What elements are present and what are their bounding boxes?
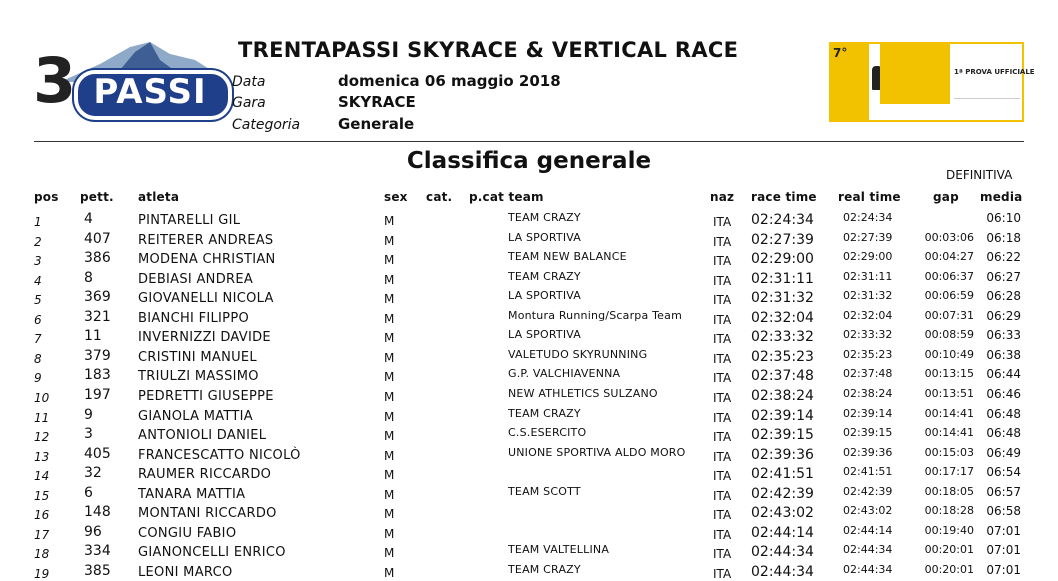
row-avg: 06:29 xyxy=(986,308,1021,323)
row-naz: ITA xyxy=(713,547,732,562)
row-sex: M xyxy=(384,565,395,580)
row-athlete: RAUMER RICCARDO xyxy=(138,467,272,483)
row-gap: 00:18:28 xyxy=(924,504,974,518)
row-naz: ITA xyxy=(713,293,732,308)
row-pos: 17 xyxy=(34,527,50,542)
row-bib: 321 xyxy=(84,308,111,325)
row-naz: ITA xyxy=(713,254,732,269)
row-pos: 14 xyxy=(34,469,50,484)
row-bib: 407 xyxy=(84,230,111,247)
meta-label-category: Categoria xyxy=(232,117,301,133)
row-athlete: CONGIU FABIO xyxy=(138,525,237,541)
row-naz: ITA xyxy=(713,390,732,405)
row-real-time: 02:42:39 xyxy=(843,484,893,498)
table-row xyxy=(0,542,1058,561)
row-avg: 06:44 xyxy=(986,367,1021,382)
row-sex: M xyxy=(384,468,395,483)
row-naz: ITA xyxy=(713,527,732,542)
row-race-time: 02:33:32 xyxy=(751,329,814,346)
row-bib: 197 xyxy=(84,386,111,403)
row-gap: 00:03:06 xyxy=(924,230,974,244)
row-pos: 3 xyxy=(34,254,42,269)
row-gap: 00:14:41 xyxy=(924,426,974,440)
row-pos: 9 xyxy=(34,371,42,386)
row-pos: 8 xyxy=(34,351,42,366)
row-sex: M xyxy=(384,370,395,385)
row-real-time: 02:44:34 xyxy=(843,543,893,557)
row-avg: 07:01 xyxy=(986,562,1021,577)
row-team: VALETUDO SKYRUNNING xyxy=(508,347,648,361)
row-athlete: ANTONIOLI DANIEL xyxy=(138,428,267,444)
col-header-gap: gap xyxy=(933,190,959,204)
row-team: Montura Running/Scarpa Team xyxy=(508,308,683,322)
row-gap: 00:15:03 xyxy=(924,445,974,459)
row-race-time: 02:39:14 xyxy=(751,407,814,424)
col-header-sex: sex xyxy=(384,190,408,204)
status-label: DEFINITIVA xyxy=(946,168,1013,182)
table-row xyxy=(0,269,1058,288)
row-gap: 00:20:01 xyxy=(924,543,974,557)
row-team: TEAM CRAZY xyxy=(508,562,581,576)
row-gap: 00:18:05 xyxy=(924,484,974,498)
sponsor-banner-edition: 7° xyxy=(833,46,848,60)
row-avg: 06:46 xyxy=(986,386,1021,401)
row-avg: 06:57 xyxy=(986,484,1021,499)
row-avg: 06:33 xyxy=(986,328,1021,343)
logo-number: 3 xyxy=(33,44,75,117)
row-naz: ITA xyxy=(713,410,732,425)
col-header-real-time: real time xyxy=(838,190,901,204)
section-title: Classifica generale xyxy=(406,148,652,174)
row-team: TEAM CRAZY xyxy=(508,211,581,224)
row-gap: 00:19:40 xyxy=(924,523,974,537)
row-gap: 00:20:01 xyxy=(924,562,974,576)
row-naz: ITA xyxy=(713,508,732,523)
row-race-time: 02:24:34 xyxy=(751,212,814,228)
row-race-time: 02:44:34 xyxy=(751,563,814,580)
row-race-time: 02:43:02 xyxy=(751,505,814,522)
col-header-avg: media xyxy=(980,190,1023,204)
row-team: UNIONE SPORTIVA ALDO MORO xyxy=(508,445,686,459)
row-sex: M xyxy=(384,526,395,541)
row-avg: 06:22 xyxy=(986,250,1021,265)
table-row xyxy=(0,406,1058,425)
table-row xyxy=(0,327,1058,346)
row-sex: M xyxy=(384,409,395,424)
row-real-time: 02:39:36 xyxy=(843,445,893,459)
row-bib: 9 xyxy=(84,406,93,423)
event-title: TRENTAPASSI SKYRACE & VERTICAL RACE xyxy=(238,38,739,62)
row-real-time: 02:35:23 xyxy=(843,347,893,361)
row-bib: 4 xyxy=(84,211,93,227)
row-gap: 00:08:59 xyxy=(924,328,974,342)
row-team: G.P. VALCHIAVENNA xyxy=(508,367,621,381)
table-row xyxy=(0,464,1058,483)
row-gap: 00:06:37 xyxy=(924,269,974,283)
row-team: TEAM CRAZY xyxy=(508,406,581,420)
row-pos: 2 xyxy=(34,234,42,249)
row-real-time: 02:43:02 xyxy=(843,504,893,518)
row-avg: 06:10 xyxy=(986,211,1021,225)
row-naz: ITA xyxy=(713,430,732,445)
row-athlete: GIANONCELLI ENRICO xyxy=(138,545,286,561)
row-naz: ITA xyxy=(713,234,732,249)
col-header-pos: pos xyxy=(34,190,59,204)
row-real-time: 02:24:34 xyxy=(843,211,893,224)
row-avg: 06:27 xyxy=(986,269,1021,284)
table-row xyxy=(0,523,1058,542)
row-pos: 1 xyxy=(34,215,42,229)
row-pos: 11 xyxy=(34,410,50,425)
header-divider xyxy=(34,141,1024,142)
meta-label-date: Data xyxy=(232,74,266,90)
row-pos: 10 xyxy=(34,390,50,405)
row-athlete: BIANCHI FILIPPO xyxy=(138,310,249,326)
row-gap: 00:04:27 xyxy=(924,250,974,264)
sponsor-banner-yellow-block xyxy=(880,44,950,104)
row-sex: M xyxy=(384,233,395,248)
table-row xyxy=(0,445,1058,464)
row-real-time: 02:44:34 xyxy=(843,562,893,576)
row-bib: 386 xyxy=(84,250,111,267)
row-race-time: 02:31:32 xyxy=(751,290,814,307)
meta-label-race: Gara xyxy=(232,95,266,111)
col-header-naz: naz xyxy=(710,190,735,204)
row-gap: 00:17:17 xyxy=(924,465,974,479)
row-gap: 00:13:15 xyxy=(924,367,974,381)
col-header-cat: cat. xyxy=(426,190,453,204)
row-sex: M xyxy=(384,214,395,228)
row-athlete: FRANCESCATTO NICOLÒ xyxy=(138,447,301,463)
row-team: TEAM VALTELLINA xyxy=(508,543,610,557)
row-athlete: TANARA MATTIA xyxy=(138,486,246,502)
row-real-time: 02:37:48 xyxy=(843,367,893,381)
meta-value-race: SKYRACE xyxy=(338,93,416,111)
row-race-time: 02:38:24 xyxy=(751,387,814,404)
row-sex: M xyxy=(384,350,395,365)
logo-word: PASSI xyxy=(93,72,207,112)
row-real-time: 02:31:32 xyxy=(843,289,893,303)
row-bib: 96 xyxy=(84,523,102,540)
row-race-time: 02:44:34 xyxy=(751,544,814,561)
sponsor-banner-caption: 1ª PROVA UFFICIALE xyxy=(954,68,1035,76)
row-athlete: CRISTINI MANUEL xyxy=(138,349,257,365)
row-pos: 7 xyxy=(34,332,42,347)
row-race-time: 02:39:36 xyxy=(751,446,814,463)
row-bib: 405 xyxy=(84,445,111,462)
row-bib: 385 xyxy=(84,562,111,579)
table-row xyxy=(0,249,1058,268)
row-sex: M xyxy=(384,272,395,287)
row-avg: 06:38 xyxy=(986,347,1021,362)
row-naz: ITA xyxy=(713,351,732,366)
row-avg: 06:18 xyxy=(986,230,1021,245)
row-race-time: 02:29:00 xyxy=(751,251,814,268)
row-sex: M xyxy=(384,507,395,522)
row-athlete: PEDRETTI GIUSEPPE xyxy=(138,388,274,404)
row-avg: 06:54 xyxy=(986,465,1021,480)
row-sex: M xyxy=(384,311,395,326)
row-bib: 11 xyxy=(84,328,102,345)
col-header-athlete: atleta xyxy=(138,190,180,204)
row-sex: M xyxy=(384,292,395,307)
row-gap: 00:06:59 xyxy=(924,289,974,303)
row-athlete: GIOVANELLI NICOLA xyxy=(138,291,274,307)
row-naz: ITA xyxy=(713,488,732,503)
row-bib: 6 xyxy=(84,484,93,501)
col-header-pcat-team: p.cat team xyxy=(469,190,544,204)
col-header-race-time: race time xyxy=(751,190,817,204)
row-athlete: PINTARELLI GIL xyxy=(138,213,241,228)
row-team: NEW ATHLETICS SULZANO xyxy=(508,386,658,400)
row-athlete: REITERER ANDREAS xyxy=(138,232,274,248)
table-row xyxy=(0,386,1058,405)
row-avg: 06:58 xyxy=(986,504,1021,519)
table-row xyxy=(0,562,1058,581)
table-row xyxy=(0,503,1058,522)
table-row xyxy=(0,347,1058,366)
row-gap: 00:10:49 xyxy=(924,347,974,361)
row-real-time: 02:41:51 xyxy=(843,465,893,479)
row-athlete: INVERNIZZI DAVIDE xyxy=(138,330,271,346)
row-pos: 5 xyxy=(34,293,42,308)
row-pos: 18 xyxy=(34,547,50,562)
meta-value-date: domenica 06 maggio 2018 xyxy=(338,72,561,90)
row-avg: 06:28 xyxy=(986,289,1021,304)
row-team: TEAM CRAZY xyxy=(508,269,581,283)
row-race-time: 02:39:15 xyxy=(751,427,814,444)
row-team: TEAM NEW BALANCE xyxy=(508,250,627,264)
row-race-time: 02:37:48 xyxy=(751,368,814,385)
row-race-time: 02:44:14 xyxy=(751,524,814,541)
row-naz: ITA xyxy=(713,469,732,484)
row-bib: 334 xyxy=(84,543,111,560)
row-pos: 15 xyxy=(34,488,50,503)
row-real-time: 02:33:32 xyxy=(843,328,893,342)
row-race-time: 02:35:23 xyxy=(751,348,814,365)
row-avg: 06:49 xyxy=(986,445,1021,460)
row-athlete: MODENA CHRISTIAN xyxy=(138,252,276,268)
row-avg: 06:48 xyxy=(986,426,1021,441)
row-gap: 00:07:31 xyxy=(924,308,974,322)
table-row xyxy=(0,484,1058,503)
row-pos: 16 xyxy=(34,508,50,523)
row-race-time: 02:42:39 xyxy=(751,485,814,502)
row-naz: ITA xyxy=(713,371,732,386)
row-athlete: TRIULZI MASSIMO xyxy=(138,369,259,385)
row-avg: 07:01 xyxy=(986,543,1021,558)
col-header-bib: pett. xyxy=(80,190,114,204)
row-sex: M xyxy=(384,448,395,463)
table-row xyxy=(0,230,1058,249)
row-real-time: 02:44:14 xyxy=(843,523,893,537)
row-gap: 00:13:51 xyxy=(924,386,974,400)
row-sex: M xyxy=(384,389,395,404)
row-avg: 06:48 xyxy=(986,406,1021,421)
row-athlete: LEONI MARCO xyxy=(138,564,233,580)
row-team: LA SPORTIVA xyxy=(508,230,582,244)
row-real-time: 02:39:14 xyxy=(843,406,893,420)
row-pos: 6 xyxy=(34,312,42,327)
table-row xyxy=(0,425,1058,444)
table-row xyxy=(0,308,1058,327)
row-real-time: 02:31:11 xyxy=(843,269,893,283)
row-sex: M xyxy=(384,253,395,268)
row-team: LA SPORTIVA xyxy=(508,289,582,303)
row-team: LA SPORTIVA xyxy=(508,328,582,342)
row-bib: 148 xyxy=(84,504,111,521)
row-race-time: 02:32:04 xyxy=(751,309,814,326)
row-race-time: 02:31:11 xyxy=(751,270,814,287)
row-race-time: 02:41:51 xyxy=(751,466,814,483)
table-row xyxy=(0,288,1058,307)
row-bib: 32 xyxy=(84,465,102,482)
row-pos: 13 xyxy=(34,449,50,464)
sponsor-logos xyxy=(954,98,1020,113)
row-naz: ITA xyxy=(713,332,732,347)
row-sex: M xyxy=(384,331,395,346)
row-avg: 07:01 xyxy=(986,523,1021,538)
row-naz: ITA xyxy=(713,215,732,229)
row-pos: 12 xyxy=(34,430,50,445)
row-athlete: GIANOLA MATTIA xyxy=(138,408,254,424)
row-athlete: MONTANI RICCARDO xyxy=(138,506,277,522)
row-bib: 369 xyxy=(84,289,111,306)
row-naz: ITA xyxy=(713,449,732,464)
row-gap: 00:14:41 xyxy=(924,406,974,420)
row-real-time: 02:27:39 xyxy=(843,230,893,244)
row-athlete: DEBIASI ANDREA xyxy=(138,271,254,287)
row-race-time: 02:27:39 xyxy=(751,231,814,248)
meta-value-category: Generale xyxy=(338,115,415,133)
row-bib: 3 xyxy=(84,426,93,443)
table-row xyxy=(0,210,1058,229)
row-real-time: 02:32:04 xyxy=(843,308,893,322)
row-sex: M xyxy=(384,546,395,561)
row-bib: 183 xyxy=(84,367,111,384)
table-row xyxy=(0,366,1058,385)
row-sex: M xyxy=(384,429,395,444)
row-bib: 379 xyxy=(84,347,111,364)
row-real-time: 02:38:24 xyxy=(843,386,893,400)
row-naz: ITA xyxy=(713,312,732,327)
row-real-time: 02:29:00 xyxy=(843,250,893,264)
row-pos: 4 xyxy=(34,273,42,288)
row-team: TEAM SCOTT xyxy=(508,484,581,498)
row-naz: ITA xyxy=(713,566,732,581)
row-pos: 19 xyxy=(34,566,50,581)
row-bib: 8 xyxy=(84,269,93,286)
row-real-time: 02:39:15 xyxy=(843,426,893,440)
row-team: C.S.ESERCITO xyxy=(508,426,587,440)
row-sex: M xyxy=(384,487,395,502)
row-naz: ITA xyxy=(713,273,732,288)
